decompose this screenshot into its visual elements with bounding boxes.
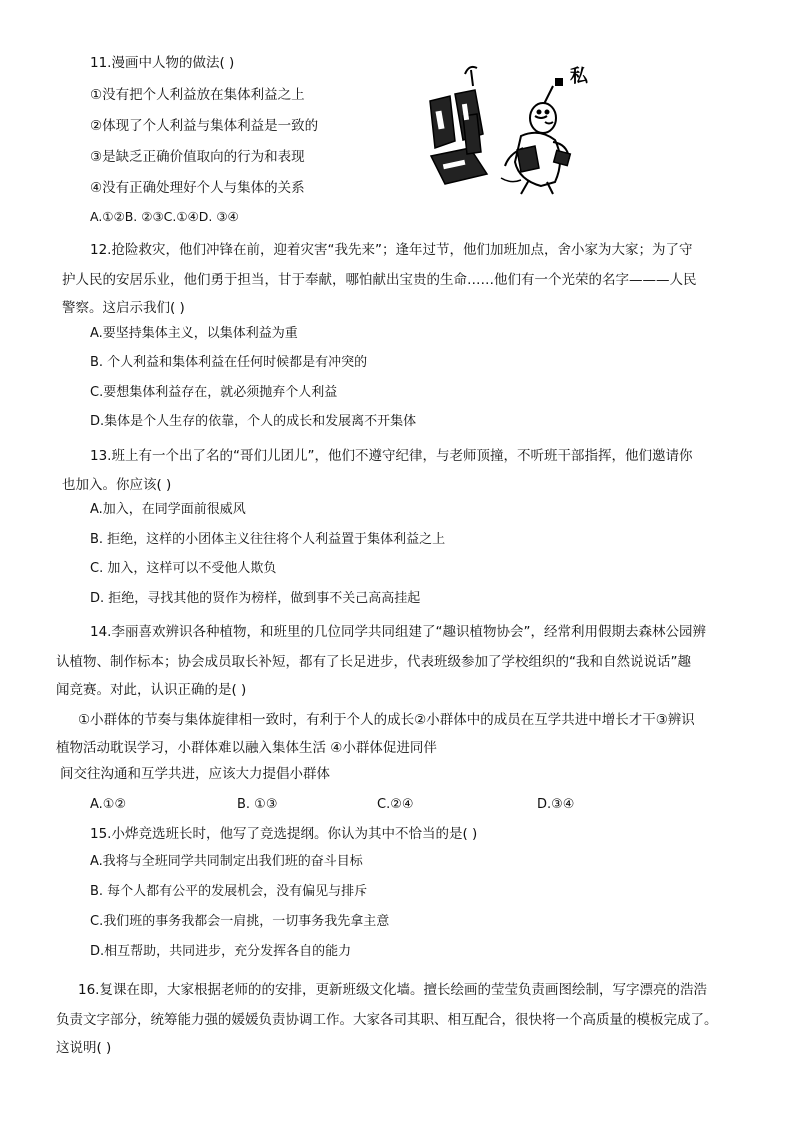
q13-option-d: D. 拒绝，寻找其他的贤作为榜样，做到事不关己高高挂起 bbox=[90, 591, 421, 606]
q11-stem: 11.漫画中人物的做法( ) bbox=[90, 55, 235, 71]
q13-stem-line-2: 也加入。你应该( ) bbox=[62, 477, 172, 493]
q15-option-d: D.相互帮助，共同进步，充分发挥各自的能力 bbox=[90, 944, 352, 959]
q16-stem-line-3: 这说明( ) bbox=[56, 1040, 112, 1056]
q11-option-2: ②体现了个人利益与集体利益是一致的 bbox=[90, 118, 319, 134]
q13-stem-line-1: 13.班上有一个出了名的“哥们儿团儿”，他们不遵守纪律，与老师顶撞，不听班干部指挥，他们邀请你 bbox=[90, 448, 693, 464]
q14-stem-line-1: 14.李丽喜欢辨识各种植物，和班里的几位同学共同组建了“趣识植物协会”，经常利用假期去森林公园辨 bbox=[90, 624, 706, 640]
q16-stem-line-1: 16.复课在即，大家根据老师的的安排，更新班级文化墙。擅长绘画的莹莹负责画图绘制，写字漂亮的浩浩 bbox=[78, 982, 707, 998]
q15-option-b: B. 每个人都有公平的发展机会，没有偏见与排斥 bbox=[90, 884, 368, 899]
q13-option-a: A.加入，在同学面前很威风 bbox=[90, 502, 246, 517]
q11-option-3: ③是缺乏正确价值取向的行为和表现 bbox=[90, 149, 305, 165]
q12-option-b: B. 个人利益和集体利益在任何时候都是有冲突的 bbox=[90, 355, 368, 370]
q14-option-c: C.②④ bbox=[377, 797, 414, 812]
q11-choices: A.①②B. ②③C.①④D. ③④ bbox=[90, 209, 239, 224]
q11-option-1: ①没有把个人利益放在集体利益之上 bbox=[90, 87, 305, 103]
q14-statements-line-1: ①小群体的节奏与集体旋律相一致时，有利于个人的成长②小群体中的成员在互学共进中增长才干③辨识 bbox=[78, 712, 695, 728]
q14-option-b: B. ①③ bbox=[237, 797, 278, 812]
q12-stem-line-3: 警察。这启示我们( ) bbox=[62, 300, 185, 316]
q15-option-a: A.我将与全班同学共同制定出我们班的奋斗目标 bbox=[90, 854, 363, 869]
q12-stem-line-1: 12.抢险救灾，他们冲锋在前，迎着灾害“我先来”；逢年过节，他们加班加点，舍小家为大家；为了守 bbox=[90, 242, 693, 258]
q14-statements-line-3: 间交往沟通和互学共进，应该大力提倡小群体 bbox=[60, 766, 330, 782]
q13-option-c: C. 加入，这样可以不受他人欺负 bbox=[90, 561, 277, 576]
q12-option-a: A.要坚持集体主义，以集体利益为重 bbox=[90, 326, 298, 341]
q14-option-a: A.①② bbox=[90, 797, 127, 812]
q14-stem-line-3: 闻竞赛。对此，认识正确的是( ) bbox=[56, 682, 247, 698]
q14-stem-line-2: 认植物、制作标本；协会成员取长补短，都有了长足进步，代表班级参加了学校组织的“我和自然说说话”趣 bbox=[56, 654, 691, 670]
q13-option-b: B. 拒绝，这样的小团体主义往往将个人利益置于集体利益之上 bbox=[90, 532, 446, 547]
q12-option-d: D.集体是个人生存的依靠，个人的成长和发展离不开集体 bbox=[90, 414, 417, 429]
q15-stem: 15.小烨竞选班长时，他写了竞选提纲。你认为其中不恰当的是( ) bbox=[90, 826, 478, 842]
cartoon-text-si: 私 bbox=[570, 66, 588, 87]
q14-option-d: D.③④ bbox=[537, 797, 575, 812]
q12-option-c: C.要想集体利益存在，就必须抛弃个人利益 bbox=[90, 385, 338, 400]
q11-option-4: ④没有正确处理好个人与集体的关系 bbox=[90, 180, 305, 196]
q14-statements-line-2: 植物活动耽误学习，小群体难以融入集体生活 ④小群体促进同伴 bbox=[56, 740, 437, 756]
q16-stem-line-2: 负责文字部分，统筹能力强的媛媛负责协调工作。大家各司其职、相互配合，很快将一个高质量的模板完成了。 bbox=[56, 1012, 718, 1028]
cartoon-illustration bbox=[425, 56, 595, 196]
q12-stem-line-2: 护人民的安居乐业，他们勇于担当，甘于奉献，哪怕献出宝贵的生命……他们有一个光荣的名字———人民 bbox=[62, 272, 697, 288]
q15-option-c: C.我们班的事务我都会一肩挑，一切事务我先拿主意 bbox=[90, 914, 390, 929]
